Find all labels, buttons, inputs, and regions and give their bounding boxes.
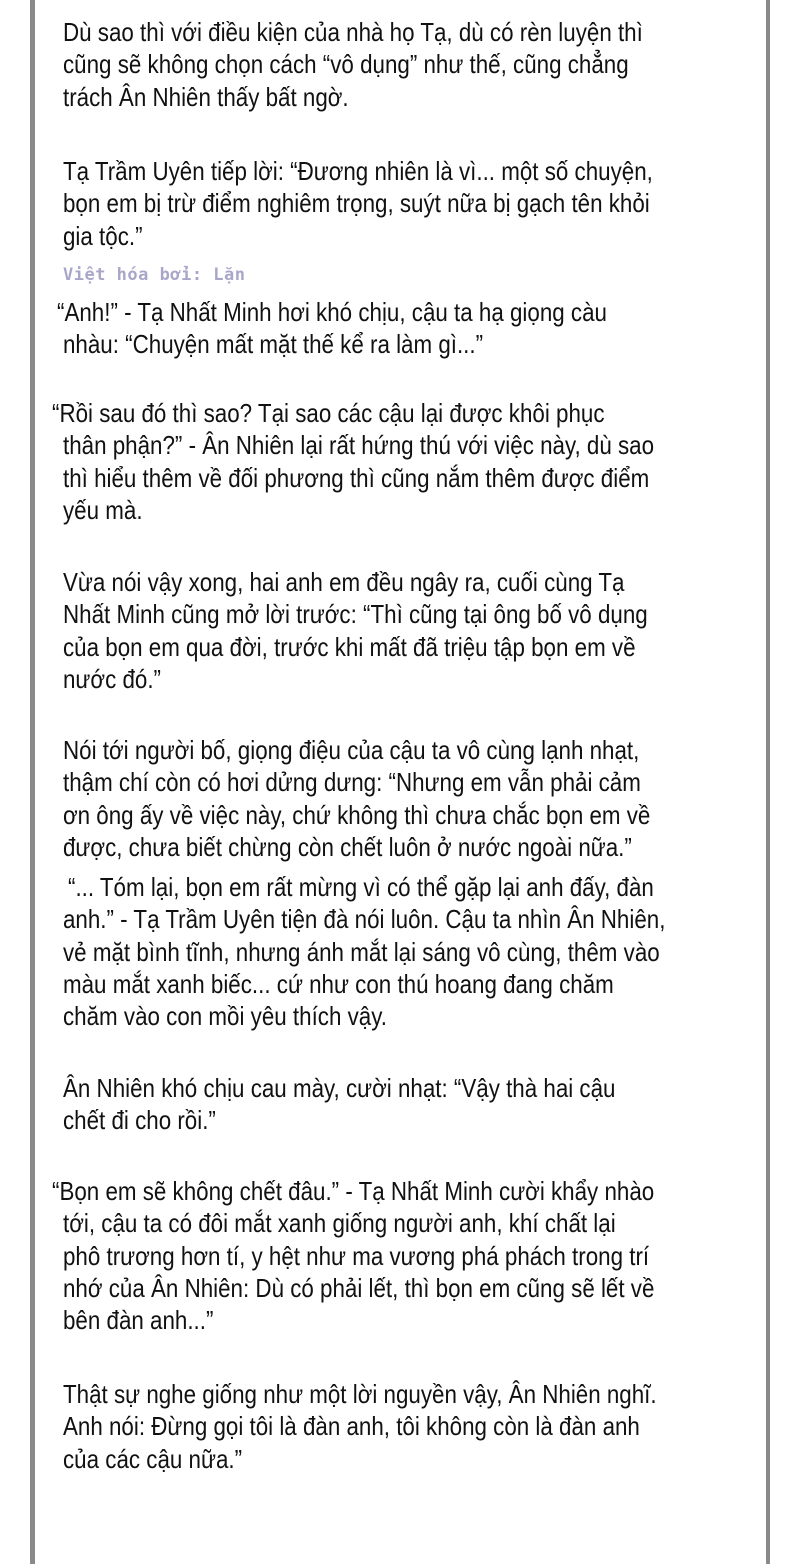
- text-line: Dù sao thì với điều kiện của nhà họ Tạ, dù có rèn luyện thì: [63, 17, 643, 47]
- translator-watermark: Việt hóa bởi: Lặn: [63, 265, 246, 285]
- text-line: chết đi cho rồi.”: [63, 1105, 216, 1136]
- paragraph: [63, 734, 746, 863]
- text-line: vẻ mặt bình tĩnh, nhưng ánh mắt lại sáng vô cùng, thêm vào: [63, 936, 660, 967]
- text-line: tới, cậu ta có đôi mắt xanh giống người anh, khí chất lại: [63, 1208, 616, 1239]
- text-line: Thật sự nghe giống như một lời nguyền vậy, Ân Nhiên nghĩ.: [63, 1379, 657, 1409]
- text-line: Nói tới người bố, giọng điệu của cậu ta vô cùng lạnh nhạt,: [63, 735, 640, 765]
- text-line: “Bọn em sẽ không chết đâu.” - Tạ Nhất Minh cười khẩy nhào: [52, 1176, 655, 1206]
- text-line: “Anh!” - Tạ Nhất Minh hơi khó chịu, cậu ta hạ giọng càu: [57, 297, 607, 327]
- text-line: bọn em bị trừ điểm nghiêm trọng, suýt nữa bị gạch tên khỏi: [63, 188, 650, 219]
- text-line: ơn ông ấy về việc này, chứ không thì chưa chắc bọn em về: [63, 799, 651, 830]
- page-border-right: [766, 0, 770, 1564]
- page-border-left: [30, 0, 35, 1564]
- text-line: Nhất Minh cũng mở lời trước: “Thì cũng tại ông bố vô dụng: [63, 599, 648, 630]
- paragraph: [52, 397, 750, 526]
- text-line: nhớ của Ân Nhiên: Dù có phải lết, thì bọn em cũng sẽ lết về: [63, 1272, 655, 1303]
- text-line: của bọn em qua đời, trước khi mất đã triệu tập bọn em về: [63, 631, 636, 662]
- text-line: thì hiểu thêm về đối phương thì cũng nắm thêm được điểm: [63, 462, 650, 493]
- text-line: “Rồi sau đó thì sao? Tại sao các cậu lại được khôi phục: [52, 398, 605, 428]
- paragraph: [63, 566, 743, 695]
- text-line: nước đó.”: [63, 663, 161, 694]
- text-line: thậm chí còn có hơi dửng dưng: “Nhưng em vẫn phải cảm: [63, 767, 641, 798]
- paragraph: [63, 1378, 753, 1475]
- text-line: Tạ Trầm Uyên tiếp lời: “Đương nhiên là vì... một số chuyện,: [63, 156, 653, 186]
- text-line: bên đàn anh...”: [63, 1305, 214, 1336]
- text-line: của các cậu nữa.”: [63, 1443, 243, 1474]
- text-line: được, chưa biết chừng còn chết luôn ở nước ngoài nữa.”: [63, 831, 632, 862]
- paragraph: [57, 296, 696, 361]
- paragraph: [52, 1175, 752, 1336]
- text-line: màu mắt xanh biếc... cứ như con thú hoang đang chăm: [63, 968, 614, 999]
- paragraph: [63, 871, 763, 1032]
- text-line: yếu mà.: [63, 494, 143, 525]
- text-line: Anh nói: Đừng gọi tôi là đàn anh, tôi không còn là đàn anh: [63, 1411, 640, 1442]
- text-line: anh.” - Tạ Trầm Uyên tiện đà nói luôn. Cậu ta nhìn Ân Nhiên,: [63, 904, 666, 935]
- paragraph: [63, 155, 749, 252]
- text-line: Ân Nhiên khó chịu cau mày, cười nhạt: “Vậy thà hai cậu: [63, 1073, 616, 1103]
- text-line: nhàu: “Chuyện mất mặt thế kể ra làm gì...”: [63, 329, 484, 360]
- text-line: phô trương hơn tí, y hệt như ma vương phá phách trong trí: [63, 1240, 650, 1271]
- text-line: chăm vào con mồi yêu thích vậy.: [63, 1001, 387, 1032]
- text-line: Vừa nói vậy xong, hai anh em đều ngây ra, cuối cùng Tạ: [63, 567, 625, 597]
- text-line: cũng sẽ không chọn cách “vô dụng” như thế, cũng chẳng: [63, 49, 629, 80]
- text-line: thân phận?” - Ân Nhiên lại rất hứng thú với việc này, dù sao: [63, 430, 655, 461]
- paragraph: [63, 16, 737, 113]
- text-line: “... Tóm lại, bọn em rất mừng vì có thể gặp lại anh đấy, đàn: [68, 872, 654, 902]
- text-line: gia tộc.”: [63, 220, 143, 251]
- paragraph: [63, 1072, 705, 1137]
- text-line: trách Ân Nhiên thấy bất ngờ.: [63, 81, 349, 112]
